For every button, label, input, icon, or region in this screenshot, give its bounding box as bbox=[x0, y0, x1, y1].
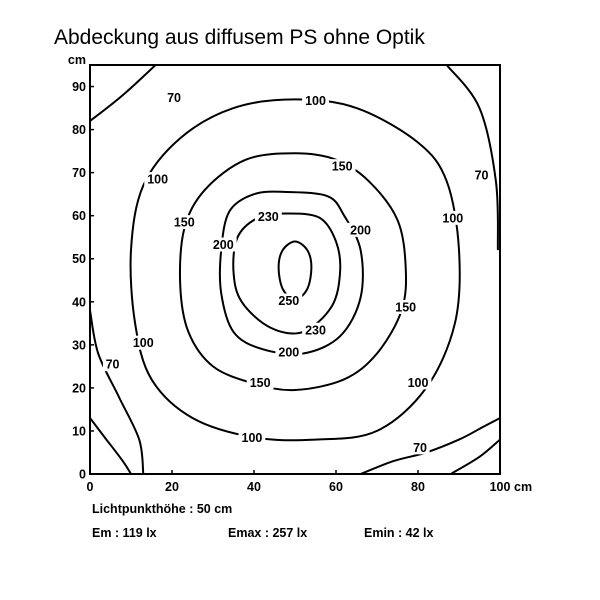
axes bbox=[68, 53, 532, 494]
contour-70-segment-4 bbox=[361, 418, 500, 474]
x-tick-label-0: 0 bbox=[86, 480, 94, 494]
x-tick-label-40: 40 bbox=[247, 480, 261, 494]
contour-label-70: 70 bbox=[105, 357, 120, 372]
contour-label-100: 100 bbox=[147, 172, 169, 187]
contour-200 bbox=[220, 192, 363, 355]
contour-label-250: 250 bbox=[278, 293, 300, 308]
x-tick-label-60: 60 bbox=[329, 480, 343, 494]
contour-70-segment-3 bbox=[90, 310, 143, 474]
contour-label-100: 100 bbox=[132, 336, 154, 351]
x-tick-label-20: 20 bbox=[165, 480, 179, 494]
y-tick-label-50: 50 bbox=[72, 252, 86, 267]
contour-70-segment-5 bbox=[90, 418, 131, 474]
y-tick-label-30: 30 bbox=[72, 338, 86, 353]
em-value: Em : 119 lx bbox=[92, 526, 157, 540]
y-tick-label-40: 40 bbox=[72, 295, 86, 310]
y-axis-unit: cm bbox=[67, 53, 86, 67]
contour-label-70: 70 bbox=[474, 168, 489, 183]
contour-label-100: 100 bbox=[442, 211, 464, 226]
y-tick-label-60: 60 bbox=[72, 209, 86, 224]
light-point-height: Lichtpunkthöhe : 50 cm bbox=[92, 502, 233, 516]
y-tick-label-90: 90 bbox=[72, 80, 86, 95]
y-tick-label-80: 80 bbox=[72, 123, 86, 138]
emax-value: Emax : 257 lx bbox=[228, 526, 308, 540]
contour-label-150: 150 bbox=[249, 375, 271, 390]
contour-label-70: 70 bbox=[167, 90, 182, 105]
contour-labels bbox=[103, 90, 491, 455]
chart-title: Abdeckung aus diffusem PS ohne Optik bbox=[54, 26, 425, 49]
contour-label-200: 200 bbox=[350, 223, 372, 238]
contour-70-segment-1 bbox=[90, 65, 156, 121]
x-tick-label-100: 100 bbox=[489, 480, 511, 494]
y-tick-label-0: 0 bbox=[79, 467, 86, 482]
contour-label-200: 200 bbox=[278, 345, 300, 360]
contour-label-150: 150 bbox=[395, 300, 417, 315]
contour-label-100: 100 bbox=[241, 430, 263, 445]
contour-250 bbox=[279, 242, 312, 300]
x-axis-unit: cm bbox=[514, 480, 533, 494]
contour-label-150: 150 bbox=[173, 215, 195, 230]
contour-label-200: 200 bbox=[212, 238, 234, 253]
contour-label-230: 230 bbox=[257, 210, 279, 225]
contour-label-150: 150 bbox=[331, 159, 353, 174]
y-tick-label-70: 70 bbox=[72, 166, 86, 181]
x-tick-label-80: 80 bbox=[411, 480, 425, 494]
contour-lines bbox=[90, 65, 500, 474]
contour-230 bbox=[233, 213, 340, 333]
plot-frame bbox=[90, 65, 500, 474]
contour-label-230: 230 bbox=[305, 323, 326, 338]
contour-70-segment-6 bbox=[451, 440, 500, 474]
contour-label-70: 70 bbox=[413, 440, 428, 455]
emin-value: Emin : 42 lx bbox=[364, 526, 434, 540]
contour-label-100: 100 bbox=[407, 375, 429, 390]
y-tick-label-20: 20 bbox=[72, 381, 86, 396]
y-tick-label-10: 10 bbox=[72, 424, 86, 439]
contour-label-100: 100 bbox=[305, 93, 326, 108]
